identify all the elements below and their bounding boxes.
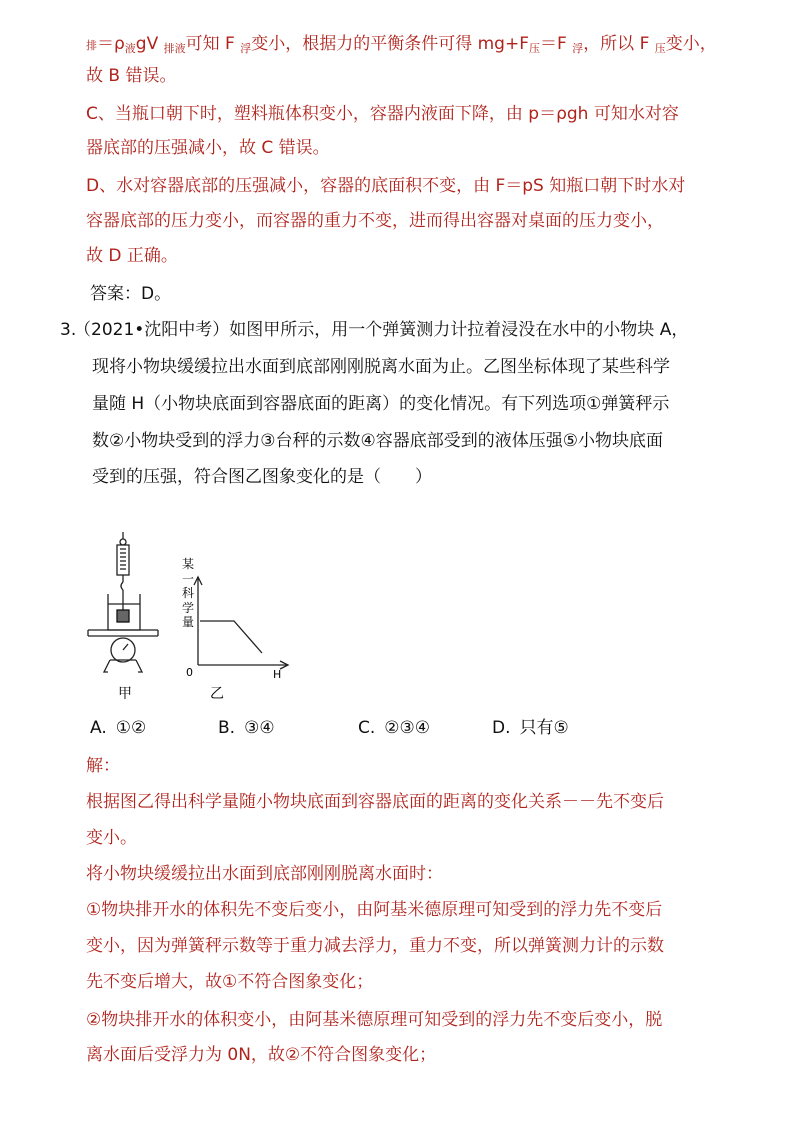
solution-s2-line1: ②物块排开水的体积变小，由阿基米德原理可知受到的浮力先不变后变小，脱 [86,1010,663,1030]
quantity-line [200,621,262,653]
apparatus-figure [84,532,168,697]
prev-c-line1: C、当瓶口朝下时，塑料瓶体积变小，容器内液面下降，由 p＝ρgh 可知水对容 [86,104,679,124]
origin-label: 0 [186,666,193,679]
x-axis-label: H [273,668,282,681]
prev-d-line2: 容器底部的压力变小，而容器的重力不变，进而得出容器对桌面的压力变小， [86,211,664,231]
prev-b-line1: 排$=\rho_液gV$ $_{排液}$可知 F $_浮$变小，根据力的平衡条件可得 $mg+F_压=F$ $_浮$，所以 F $_压$变小， [86,34,717,55]
solution-s1-line1: ①物块排开水的体积先不变后变小，由阿基米德原理可知受到的浮力先不变后 [86,900,663,920]
solution-p1-line2: 变小。 [86,828,137,848]
question-line1: （2021•沈阳中考）如图甲所示，用一个弹簧测力计拉着浸没在水中的小物块 A， [74,320,689,340]
solution-p2: 将小物块缓缓拉出水面到底部刚刚脱离水面时： [86,864,443,884]
prev-b-line2: 故 B 错误。 [86,66,177,86]
prev-d-line3: 故 D 正确。 [86,246,178,266]
option-d: D. 只有⑤ [492,718,569,738]
prev-c-line2: 器底部的压强减小，故 C 错误。 [86,138,330,158]
solution-s1-line2: 变小，因为弹簧秤示数等于重力减去浮力，重力不变，所以弹簧测力计的示数 [86,936,664,956]
question-number: 3. [60,320,77,340]
solution-heading: 解： [86,756,120,776]
solution-s2-line2: 离水面后受浮力为 0N，故②不符合图象变化； [86,1045,437,1065]
prev-answer: 答案：D。 [90,284,172,304]
caption-jia: 甲 [118,686,132,702]
option-c: C. ②③④ [358,718,431,738]
solution-s1-line3: 先不变后增大，故①不符合图象变化； [86,972,374,992]
question-line5: 受到的压强，符合图乙图象变化的是（ ） [92,467,432,487]
question-line2: 现将小物块缓缓拉出水面到底部刚刚脱离水面为止。乙图坐标体现了某些科学 [92,357,670,377]
option-a: A. ①② [90,718,147,738]
option-b: B. ③④ [218,718,275,738]
solution-p1-line1: 根据图乙得出科学量随小物块底面到容器底面的距离的变化关系－－先不变后 [86,792,664,812]
question-line3: 量随 H（小物块底面到容器底面的距离）的变化情况。有下列选项①弹簧秤示 [92,394,670,414]
caption-yi: 乙 [210,686,224,702]
y-axis-label: 某 一 科 学 量 [181,557,194,629]
question-line4: 数②小物块受到的浮力③台秤的示数④容器底部受到的液体压强⑤小物块底面 [92,431,663,451]
prev-d-line1: D、水对容器底部的压强减小，容器的底面积不变，由 F＝pS 知瓶口朝下时水对 [86,176,686,196]
